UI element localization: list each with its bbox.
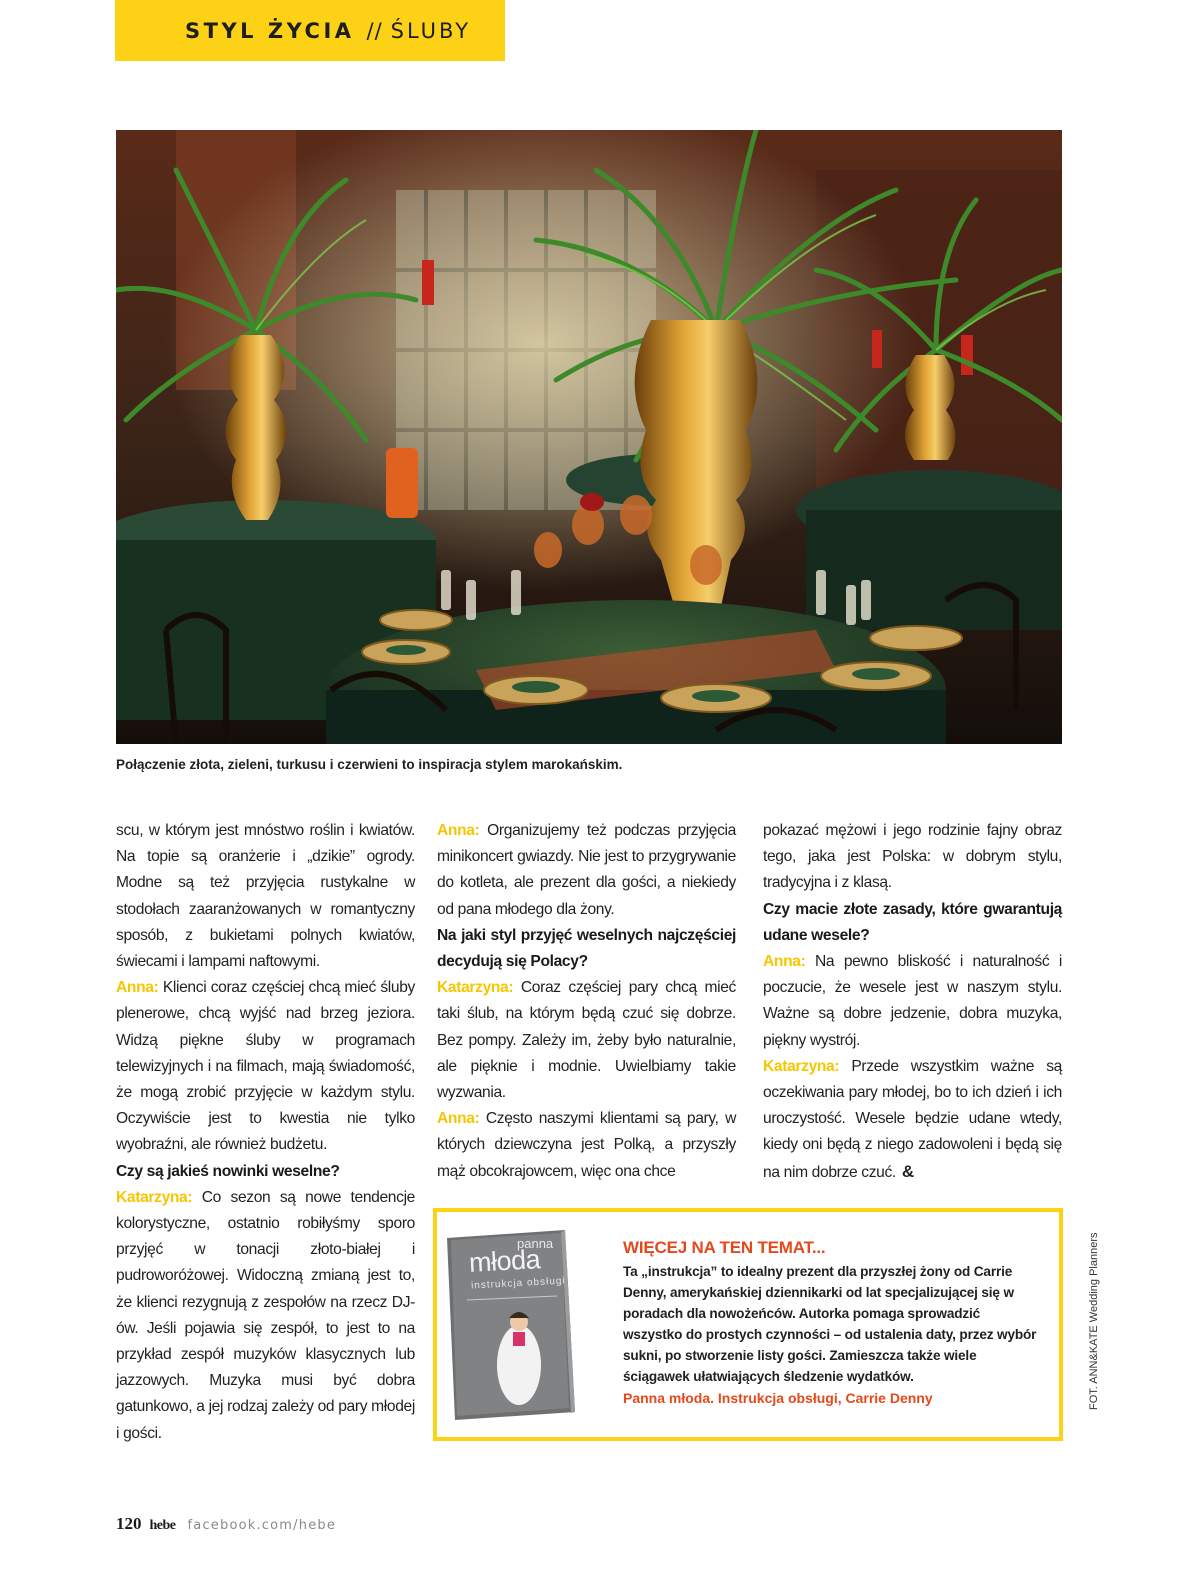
page-number: 120 [116,1514,142,1533]
paragraph-text: Często naszymi klientami są pary, w których dziewczyna jest Polką, a przyszły mąż obcokrajowcem, więc ona chce [437,1110,737,1180]
box-description: Ta „instrukcja” to idealny prezent dla przyszłej żony od Carrie Denny, amerykańskiej dziennikarki od lat specjalizującej się w poradach dla nowożeńców. Autorka pomaga sprowadzić wszystko do prostych czynności – od ustalenia daty, przez wybór sukni, po stworzenie listy gości. Zamieszcza także wiele ściągawek ułatwiających śledzenie wydatków. [623,1264,1037,1384]
paragraph-text: Klienci coraz częściej chcą mieć śluby plenerowe, chcą wyjść nad brzeg jeziora. Widzą piękne śluby w programach telewizyjnych i na filmach, mają świadomość, że mogą zrobić przyjęcie w każdym stylu. Oczywiście jest to kwestia nie tylko wyobraźni, ale również budżetu. [116,979,415,1154]
article-column-3 [763,818,1062,1186]
article-column-2 [437,818,736,1185]
paragraph [116,975,415,1158]
photo-credit: FOT. ANN&KATE Wedding Planners [1088,1232,1100,1410]
paragraph [763,949,1062,1054]
section-title: STYL ŻYCIA [185,18,355,43]
book-reference: Panna młoda. Instrukcja obsługi, Carrie Denny [623,1390,933,1406]
book-title-small: panna [517,1236,554,1251]
paragraph [763,818,1062,897]
page-footer [116,1514,336,1534]
speaker-label: Anna: [437,822,480,839]
paragraph-text: Co sezon są nowe tendencje kolorystyczne, ostatnio robiłyśmy sporo przyjęć w tonacji złoto-białej i pudroworóżowej. Widoczną zmianą jest to, że klienci rezygnują z zespołów na rzecz DJ-ów. Jeśli pojawia się zespół, to jest to na przykład zespół muzyków klasycznych lub jazzowych. Muzyka musi być dobra gatunkowo, a jej rodzaj zależy od pary młodej i gości. [116,1188,416,1442]
interview-question: Czy macie złote zasady, które gwarantują udane wesele? [763,900,1062,944]
related-book-box [433,1208,1063,1441]
speaker-label: Anna: [437,1110,480,1128]
brand-logo: hebe [149,1518,176,1533]
interview-question: Czy są jakieś nowinki weselne? [116,1162,340,1180]
paragraph [437,818,736,923]
photo-caption: Połączenie złota, zieleni, turkusu i czerwieni to inspiracja stylem marokańskim. [116,757,623,772]
facebook-link[interactable]: facebook.com/hebe [187,1518,337,1533]
wedding-table-photo [116,130,1062,744]
subsection-title: ŚLUBY [390,18,472,43]
article-end-mark: & [901,1161,914,1181]
paragraph-text: Organizujemy też podczas przyjęcia minikoncert gwiazdy. Nie jest to przygrywanie do kotleta, ale prezent dla gości, a niekiedy od pana młodego dla żony. [437,822,736,918]
article-column-1 [116,818,415,1447]
paragraph [437,975,736,1106]
book-title-big: młoda [468,1244,541,1278]
speaker-label: Katarzyna: [116,1188,193,1206]
paragraph [437,1106,736,1185]
paragraph-text: scu, w którym jest mnóstwo roślin i kwiatów. Na topie są oranżerie i „dzikie” ogrody. Modne są też przyjęcia rustykalne w stodołach zaaranżowanych w romantyczny sposób, z bukietami polnych kwiatów, świecami i lampami naftowymi. [116,822,415,971]
paragraph-text: Przede wszystkim ważne są oczekiwania pary młodej, bo to ich dzień i ich uroczystość. Wesele będzie udane wtedy, kiedy oni będą z niego zadowoleni i będą się na nim dobrze czuć. [763,1057,1063,1181]
paragraph [116,1185,415,1447]
paragraph-text: Coraz częściej pary chcą mieć taki ślub, na którym będą czuć się dobrze. Bez pompy. Zależy im, żeby było naturalnie, ale pięknie i modnie. Uwielbiamy takie wyzwania. [437,979,737,1102]
paragraph-text: Na pewno bliskość i naturalność i poczucie, że wesele jest w naszym stylu. Ważne są dobre jedzenie, dobra muzyka, piękny wystrój. [763,953,1062,1049]
box-heading: WIĘCEJ NA TEN TEMAT... [623,1238,826,1257]
speaker-label: Anna: [763,953,806,971]
paragraph [763,1054,1062,1186]
paragraph [116,818,415,975]
section-separator: // [366,18,383,43]
interview-question: Na jaki styl przyjęć weselnych najczęściej decydują się Polacy? [437,926,736,971]
book-subtitle: instrukcja obsługi [470,1275,566,1292]
speaker-label: Katarzyna: [763,1057,840,1075]
section-header [115,0,505,61]
paragraph-text: pokazać mężowi i jego rodzinie fajny obraz tego, jaka jest Polska: w dobrym stylu, tradycyjna i z klasą. [763,822,1062,892]
speaker-label: Anna: [116,979,159,997]
speaker-label: Katarzyna: [437,979,514,997]
book-cover-image [447,1230,575,1420]
